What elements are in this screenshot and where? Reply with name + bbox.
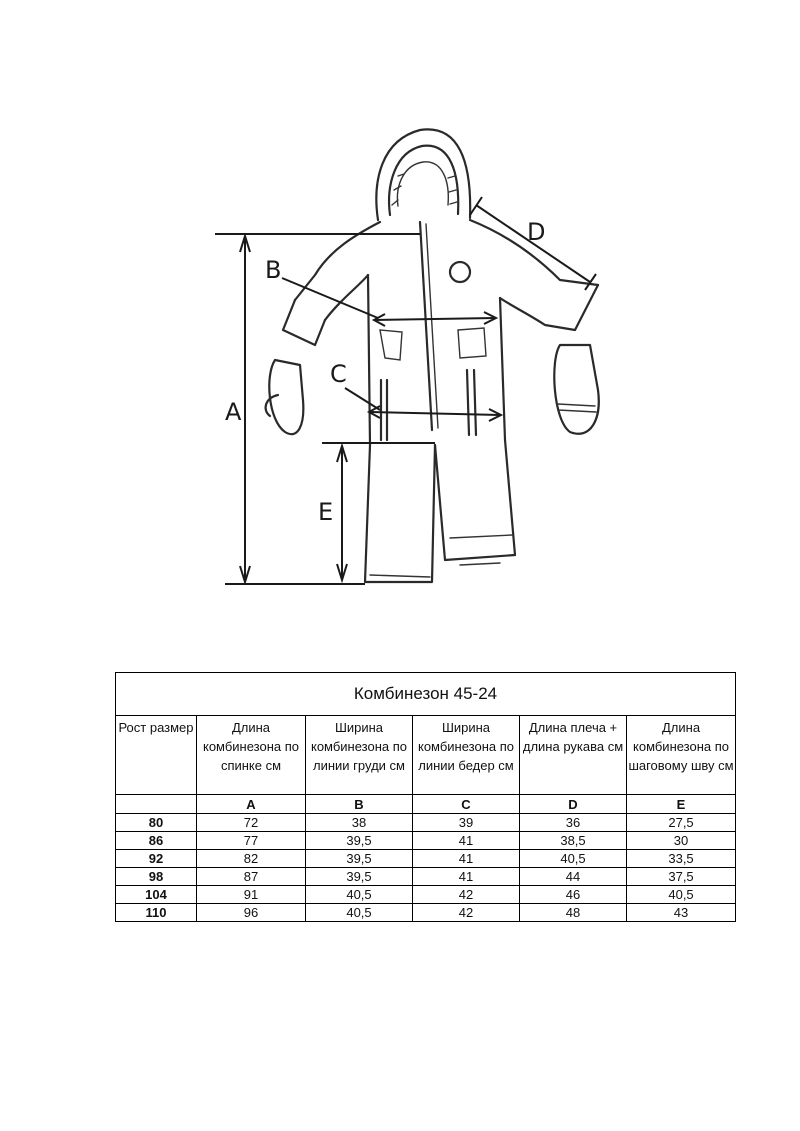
table-row — [116, 886, 736, 904]
table-cell: 46 — [520, 886, 627, 904]
table-cell: 80 — [116, 814, 197, 832]
table-cell: 41 — [413, 850, 520, 868]
letter-cell — [116, 795, 197, 814]
table-cell: 42 — [413, 904, 520, 922]
table-cell: 44 — [520, 868, 627, 886]
dimension-d — [470, 197, 596, 290]
table-cell: 40,5 — [627, 886, 736, 904]
letter-cell: E — [627, 795, 736, 814]
table-cell: 36 — [520, 814, 627, 832]
jumpsuit-body — [283, 220, 598, 582]
table-row — [116, 850, 736, 868]
letter-cell: A — [197, 795, 306, 814]
table-cell: 37,5 — [627, 868, 736, 886]
dimension-label-e: E — [318, 498, 334, 526]
table-cell: 98 — [116, 868, 197, 886]
table-cell: 41 — [413, 832, 520, 850]
dimension-e — [318, 443, 435, 580]
table-header-row — [116, 716, 736, 795]
header-inseam: Длина комбинезона по шаговому шву см — [627, 716, 736, 795]
table-cell: 39,5 — [306, 850, 413, 868]
table-row — [116, 832, 736, 850]
table-cell: 43 — [627, 904, 736, 922]
table-cell: 87 — [197, 868, 306, 886]
table-cell: 91 — [197, 886, 306, 904]
table-cell: 48 — [520, 904, 627, 922]
table-cell: 82 — [197, 850, 306, 868]
header-size: Рост размер — [116, 716, 197, 795]
table-cell: 27,5 — [627, 814, 736, 832]
size-table — [115, 672, 736, 922]
table-cell: 33,5 — [627, 850, 736, 868]
hood — [376, 129, 470, 220]
header-length-back: Длина комбинезона по спинке см — [197, 716, 306, 795]
table-cell: 39,5 — [306, 868, 413, 886]
table-cell: 104 — [116, 886, 197, 904]
table-title: Комбинезон 45-24 — [116, 673, 736, 716]
letter-cell: D — [520, 795, 627, 814]
table-cell: 39 — [413, 814, 520, 832]
table-cell: 72 — [197, 814, 306, 832]
table-row — [116, 868, 736, 886]
table-row — [116, 904, 736, 922]
header-shoulder-sleeve: Длина плеча + длина рукава см — [520, 716, 627, 795]
table-cell: 41 — [413, 868, 520, 886]
table-cell: 38,5 — [520, 832, 627, 850]
letter-cell: B — [306, 795, 413, 814]
dimension-label-a: A — [225, 398, 242, 426]
dimension-label-d: D — [527, 218, 546, 246]
table-row — [116, 814, 736, 832]
table-cell: 42 — [413, 886, 520, 904]
table-cell: 110 — [116, 904, 197, 922]
table-letter-row — [116, 795, 736, 814]
table-cell: 39,5 — [306, 832, 413, 850]
table-cell: 40,5 — [520, 850, 627, 868]
dimension-label-b: B — [265, 256, 282, 284]
table-cell: 96 — [197, 904, 306, 922]
dimension-a — [215, 234, 420, 584]
table-cell: 92 — [116, 850, 197, 868]
table-cell: 86 — [116, 832, 197, 850]
table-cell: 40,5 — [306, 904, 413, 922]
table-cell: 40,5 — [306, 886, 413, 904]
dimension-b — [265, 256, 496, 326]
dimension-label-c: C — [330, 360, 347, 388]
table-cell: 38 — [306, 814, 413, 832]
table-cell: 30 — [627, 832, 736, 850]
table-cell: 77 — [197, 832, 306, 850]
header-chest-width: Ширина комбинезона по линии груди см — [306, 716, 413, 795]
letter-cell: C — [413, 795, 520, 814]
header-hip-width: Ширина комбинезона по линии бедер см — [413, 716, 520, 795]
